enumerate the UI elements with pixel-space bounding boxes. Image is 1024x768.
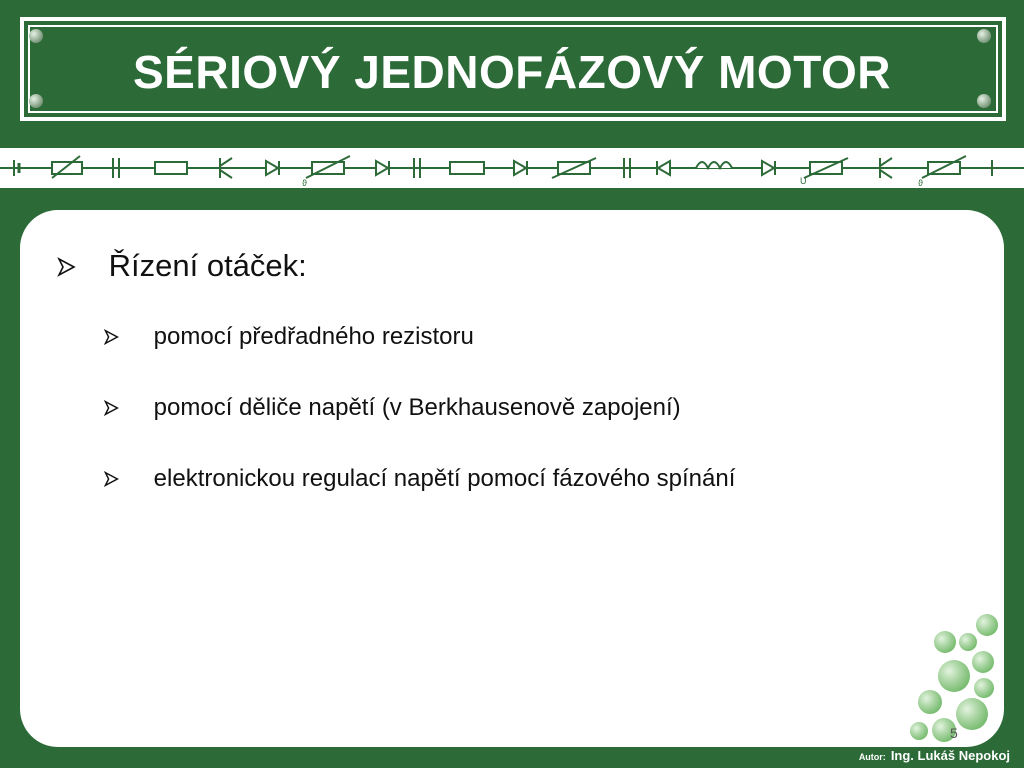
led-symbol (514, 161, 526, 175)
decor-bubble (938, 660, 970, 692)
variable-resistor-symbol (52, 162, 82, 174)
bullet-item (103, 394, 681, 422)
author-name: Ing. Lukáš Nepokoj (890, 748, 1010, 763)
item-text: elektronickou regulací napětí pomocí fázového spínání (153, 465, 736, 492)
decor-bubble (956, 698, 988, 730)
arrow-bullet-icon (103, 394, 129, 422)
photodiode-symbol (762, 161, 774, 175)
item-text: pomocí předřadného rezistoru (153, 323, 474, 350)
decor-bubble (972, 651, 994, 673)
bullet-item (103, 465, 735, 493)
page-number: 5 (950, 725, 958, 741)
item-text: pomocí děliče napětí (v Berkhausenově zapojení) (153, 394, 681, 421)
transistor-leg (220, 170, 232, 178)
photoresistor-symbol (155, 162, 187, 174)
arrow-bullet-icon (56, 248, 82, 284)
transistor-leg (220, 158, 232, 166)
symbol-label-theta: ϑ (918, 178, 923, 188)
bullet-item (103, 323, 474, 351)
transistor-leg (880, 170, 892, 178)
arrow-bullet-icon (103, 465, 129, 493)
heading-text: Řízení otáček: (108, 248, 307, 283)
rivet-top-left (29, 29, 43, 43)
symbol-label-theta: ϑ (302, 178, 307, 188)
symbol-label-u: U (800, 176, 807, 186)
slide-title: SÉRIOVÝ JEDNOFÁZOVÝ MOTOR (133, 46, 891, 98)
decor-bubble (976, 614, 998, 636)
decor-bubble (934, 631, 956, 653)
resistor-symbol (450, 162, 484, 174)
circuit-symbols-strip (0, 148, 1024, 188)
diode-symbol (658, 161, 670, 175)
inductor-symbol (696, 162, 732, 168)
decor-bubble (918, 690, 942, 714)
decor-bubble (974, 678, 994, 698)
rivet-top-right (977, 29, 991, 43)
decor-bubble (910, 722, 928, 740)
decor-bubble (959, 633, 977, 651)
arrow-bullet-icon (103, 323, 129, 351)
author-label: Autor: (858, 752, 886, 762)
diode-symbol (376, 161, 388, 175)
author-footer (859, 748, 1010, 763)
bullet-heading (56, 248, 307, 284)
diode-symbol (266, 161, 278, 175)
transistor-leg (880, 158, 892, 166)
